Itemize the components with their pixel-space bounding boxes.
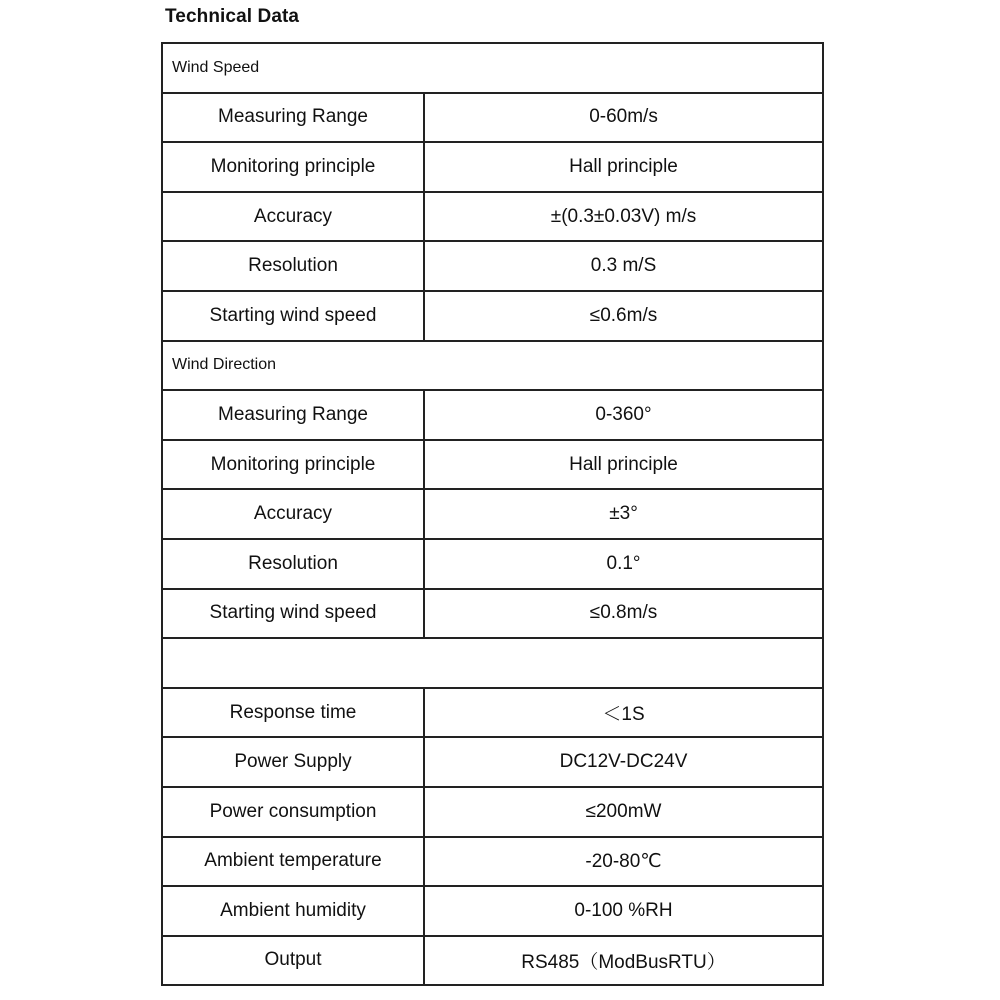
table-row	[162, 936, 823, 986]
table-row	[162, 489, 823, 539]
row-value: ≤200mW	[424, 787, 823, 837]
row-value: 0.3 m/S	[424, 241, 823, 291]
row-value: 0-60m/s	[424, 93, 823, 143]
row-value: -20-80℃	[424, 837, 823, 887]
row-label: Monitoring principle	[162, 142, 424, 192]
row-value: ±3°	[424, 489, 823, 539]
table-row	[162, 390, 823, 440]
table-row	[162, 291, 823, 341]
row-label: Starting wind speed	[162, 589, 424, 639]
table-row	[162, 539, 823, 589]
table-row	[162, 142, 823, 192]
row-label: Monitoring principle	[162, 440, 424, 490]
row-label: Resolution	[162, 241, 424, 291]
section-label: Wind Direction	[162, 341, 823, 391]
table-row	[162, 93, 823, 143]
row-label: Power consumption	[162, 787, 424, 837]
row-label: Accuracy	[162, 489, 424, 539]
row-label: Response time	[162, 688, 424, 738]
row-value: ±(0.3±0.03V) m/s	[424, 192, 823, 242]
table-row	[162, 688, 823, 738]
row-label: Output	[162, 936, 424, 986]
blank-separator-row	[162, 638, 823, 688]
row-value: DC12V-DC24V	[424, 737, 823, 787]
technical-data-table	[161, 42, 824, 986]
row-value: Hall principle	[424, 440, 823, 490]
row-label: Power Supply	[162, 737, 424, 787]
row-label: Ambient temperature	[162, 837, 424, 887]
row-label: Resolution	[162, 539, 424, 589]
table-row	[162, 589, 823, 639]
row-label: Starting wind speed	[162, 291, 424, 341]
row-label: Accuracy	[162, 192, 424, 242]
row-value: ＜1S	[424, 688, 823, 738]
row-label: Measuring Range	[162, 390, 424, 440]
row-value: RS485（ModBusRTU）	[424, 936, 823, 986]
table-row	[162, 737, 823, 787]
row-value: ≤0.6m/s	[424, 291, 823, 341]
table-row	[162, 886, 823, 936]
row-value: ≤0.8m/s	[424, 589, 823, 639]
section-header-wind-direction	[162, 341, 823, 391]
table-row	[162, 241, 823, 291]
row-value: Hall principle	[424, 142, 823, 192]
blank-cell	[162, 638, 823, 688]
table-row	[162, 440, 823, 490]
document-title: Technical Data	[165, 6, 300, 27]
row-value: 0-360°	[424, 390, 823, 440]
table-row	[162, 837, 823, 887]
row-value: 0-100 %RH	[424, 886, 823, 936]
row-label: Measuring Range	[162, 93, 424, 143]
section-header-wind-speed	[162, 43, 823, 93]
row-label: Ambient humidity	[162, 886, 424, 936]
table-row	[162, 192, 823, 242]
row-value: 0.1°	[424, 539, 823, 589]
section-label: Wind Speed	[162, 43, 823, 93]
table-row	[162, 787, 823, 837]
